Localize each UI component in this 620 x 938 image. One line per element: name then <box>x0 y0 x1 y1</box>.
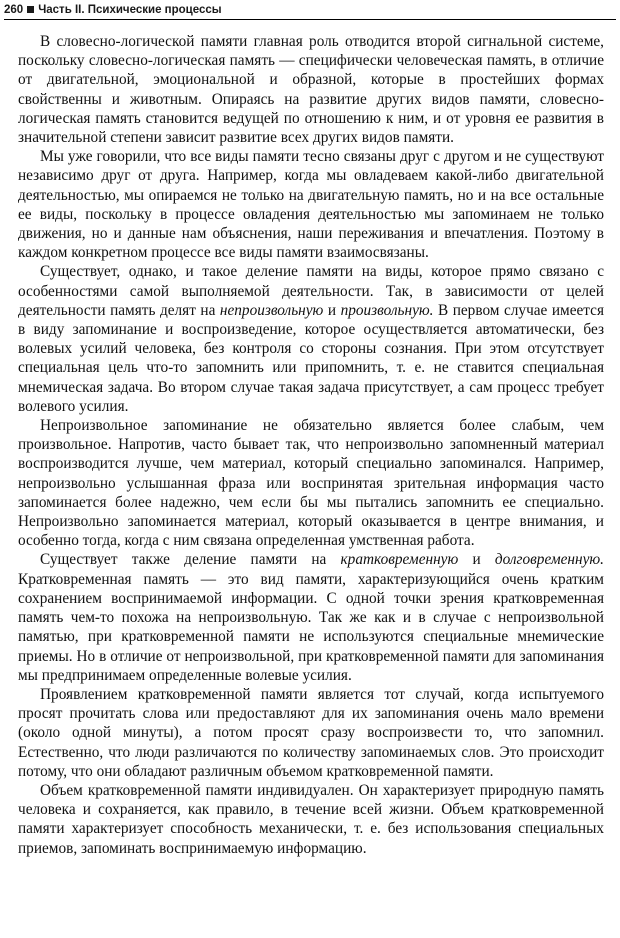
text-run: Проявлением кратковременной памяти является тот случай, когда испытуемого просят прочитать слова или предоставляют для их запоминания очень мало времени (около одной минуты), а потом просят сразу воспроизвести то, что запомнил. Естественно, что люди различаются по количеству запоминаемых слов. Это происходит потому, что они обладают различным объемом кратковременной памяти. <box>18 685 604 780</box>
text-run: Существует также деление памяти на <box>40 551 341 569</box>
paragraph <box>18 416 604 550</box>
text-run: и <box>458 551 495 569</box>
paragraph <box>18 147 604 262</box>
italic-term: непроизвольную <box>219 301 324 319</box>
text-run: В словесно-логической памяти главная роль отводится второй сигнальной системе, поскольку словесно-логическая память — специфически человеческая память, в отличие от двигательной, эмоциональной и образной, которые в простейших формах свойственны и животным. Опираясь на развитие других видов памяти, словесно-логическая память становится ведущей по отношению к ним, и от уровня ее развития в значительной степени зависит развитие всех других видов памяти. <box>18 33 604 147</box>
text-run: В первом случае имеется в виду запоминание и воспроизведение, которое осуществляется автоматически, без волевых усилий человека, без контроля со стороны сознания. При этом отсутствует специальная цель что-то запомнить или припомнить, т. е. не ставится специальная мнемическая задача. Во втором случае такая задача присутствует, а сам процесс требует волевого усилия. <box>18 301 605 415</box>
italic-term: кратковременную <box>340 551 459 569</box>
text-run: и <box>323 301 341 319</box>
paragraph <box>18 685 604 781</box>
square-bullet-icon <box>27 6 34 13</box>
body-text <box>18 32 604 858</box>
header-rule <box>4 19 616 20</box>
text-run: Кратковременная память — это вид памяти, характеризующийся очень кратким сохранением воспринимаемой информации. С одной точки зрения кратковременная память чем-то похожа на непроизвольную. Так же как и в случае с непроизвольной памятью, при кратковременной памяти не используются специальные мнемические приемы. Но в отличие от непроизвольной, при кратковременной памяти для запоминания мы предпринимаем определенные волевые усилия. <box>18 570 604 684</box>
paragraph <box>18 32 604 147</box>
text-run: Мы уже говорили, что все виды памяти тесно связаны друг с другом и не существуют независимо друг от друга. Например, когда мы овладеваем какой-либо двигательной деятельностью, мы опираемся не только на двигательную память, но и на все остальные ее виды, поскольку в процессе овладения деятельностью мы запоминаем не только движения, но и данные нам объяснения, наши переживания и впечатления. Поэтому в каждом конкретном процессе все виды памяти взаимосвязаны. <box>18 148 604 262</box>
paragraph <box>18 262 604 416</box>
text-run: Существует, однако, и такое деление памяти на виды, которое прямо связано с особенностями самой выполняемой деятельности. Так, в зависимости от целей деятельности память делят на <box>18 263 604 319</box>
paragraph <box>18 781 604 858</box>
page-number: 260 <box>4 4 24 16</box>
italic-term: долговременную. <box>494 551 604 569</box>
text-run: Непроизвольное запоминание не обязательно является более слабым, чем произвольное. Напротив, часто бывает так, что непроизвольно запомненный материал воспроизводится лучше, чем материал, который специально запоминался. Например, непроизвольно услышанная фраза или воспринятая зрительная информация часто запоминается более надежно, чем если бы мы пытались запомнить ее специально. Непроизвольно запоминается материал, который оказывается в центре внимания, и особенно тогда, когда с ним связана определенная умственная работа. <box>18 417 604 550</box>
section-title: Часть II. Психические процессы <box>38 4 222 16</box>
text-run: Объем кратковременной памяти индивидуален. Он характеризует природную память человека и сохраняется, как правило, в течение всей жизни. Объем кратковременной памяти характеризует способность механически, т. е. без использования специальных приемов, запоминать воспринимаемую информацию. <box>18 781 604 857</box>
paragraph <box>18 550 604 684</box>
italic-term: произвольную. <box>340 301 434 319</box>
running-header <box>4 2 620 18</box>
